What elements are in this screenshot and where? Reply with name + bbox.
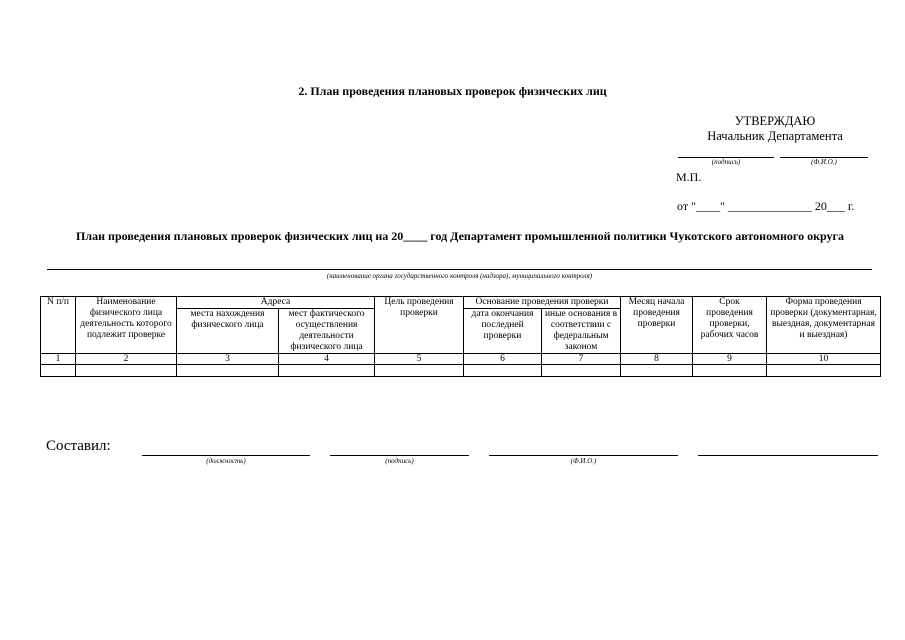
column-numbers-row — [41, 354, 881, 365]
stamp-label: М.П. — [676, 170, 702, 184]
column-number: 4 — [279, 354, 375, 365]
table-cell — [464, 365, 542, 377]
approver-signature-caption: (подпись) — [711, 158, 741, 166]
composer-name-line — [489, 455, 678, 456]
table-cell — [767, 365, 881, 377]
header-goal: Цель проведения проверки — [375, 297, 464, 354]
header-other-basis: иные основания в соответствии с федеральным законом — [542, 309, 621, 354]
header-last-check-date: дата окончания последней проверки — [464, 309, 542, 354]
org-name-line — [47, 269, 872, 270]
plan-table — [40, 296, 881, 377]
table-cell — [693, 365, 767, 377]
header-activity-place: мест фактического осуществления деятельности физического лица — [279, 309, 375, 354]
table-cell — [542, 365, 621, 377]
column-number: 2 — [76, 354, 177, 365]
column-number: 3 — [177, 354, 279, 365]
composer-name-caption: (Ф.И.О.) — [570, 457, 597, 465]
approval-block — [690, 114, 860, 144]
approver-name-caption: (Ф.И.О.) — [811, 158, 837, 166]
header-form: Форма проведения проверки (документарная, выездная, документарная и выездная) — [767, 297, 881, 354]
composer-signature-caption: (подпись) — [385, 457, 414, 465]
header-person-name: Наименование физического лица деятельность которого подлежит проверке — [76, 297, 177, 354]
column-number: 10 — [767, 354, 881, 365]
composer-extra-line — [698, 455, 878, 456]
header-month: Месяц начала проведения проверки — [621, 297, 693, 354]
approval-date-line: от "____" ______________ 20___ г. — [677, 199, 855, 213]
approve-label: УТВЕРЖДАЮ — [734, 114, 816, 128]
table-cell — [375, 365, 464, 377]
table-cell — [621, 365, 693, 377]
plan-title: План проведения плановых проверок физических лиц на 20____ год Департамент промышленной политики Чукотского автономного округа — [76, 229, 844, 243]
column-number: 6 — [464, 354, 542, 365]
column-number: 9 — [693, 354, 767, 365]
header-number: N п/п — [41, 297, 76, 354]
column-number: 5 — [375, 354, 464, 365]
org-name-caption: (наименование органа государственного контроля (надзора), муниципального контроля) — [326, 272, 593, 280]
table-row — [41, 365, 881, 377]
approver-position: Начальник Департамента — [707, 129, 843, 143]
header-term: Срок проведения проверки, рабочих часов — [693, 297, 767, 354]
table-cell — [177, 365, 279, 377]
composer-position-line — [142, 455, 310, 456]
table-header-row — [41, 297, 881, 309]
table-cell — [279, 365, 375, 377]
composer-position-caption: (должность) — [206, 457, 246, 465]
column-number: 7 — [542, 354, 621, 365]
column-number: 8 — [621, 354, 693, 365]
header-addresses: Адреса — [177, 297, 375, 309]
header-basis: Основание проведения проверки — [464, 297, 621, 309]
table-cell — [41, 365, 76, 377]
composed-label: Составил: — [46, 438, 111, 454]
composer-signature-line — [330, 455, 469, 456]
table-cell — [76, 365, 177, 377]
header-location: места нахождения физического лица — [177, 309, 279, 354]
column-number: 1 — [41, 354, 76, 365]
section-title: 2. План проведения плановых проверок физических лиц — [298, 84, 607, 98]
